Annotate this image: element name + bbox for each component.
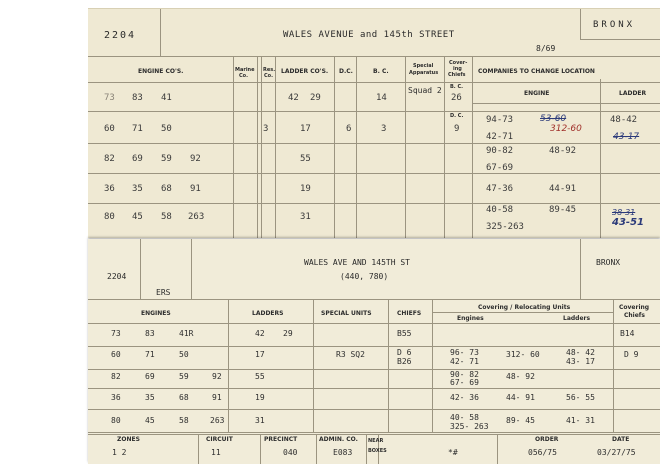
order-label: ORDER — [535, 436, 559, 443]
card2-row-line — [88, 346, 660, 347]
engine-cell: 60 — [104, 124, 115, 134]
card1-header-divider — [88, 56, 660, 57]
card1-special-header: Special — [413, 63, 434, 69]
engine-cell: 69 — [145, 372, 155, 381]
card2-coords: (440, 780) — [340, 272, 389, 281]
relocate-ladder-handwritten: 43-51 — [612, 217, 644, 228]
engine-cell: 73 — [111, 329, 121, 338]
chief-cell: D 6 — [397, 348, 412, 357]
relocate-engine: 67- 69 — [450, 378, 479, 387]
card2-col-line — [313, 299, 314, 432]
engine-cell: 92 — [212, 372, 222, 381]
card2-footer-divider — [366, 434, 367, 464]
relocate-engine: 90- 82 — [450, 370, 479, 379]
ladder-cell: 29 — [283, 329, 293, 338]
card2-box-divider — [140, 239, 141, 299]
card1-col-line — [356, 56, 357, 238]
relocate-ladder: 48-42 — [610, 115, 638, 125]
card1-subheader-line — [472, 103, 660, 104]
engine-cell: 58 — [179, 416, 189, 425]
card2-engines-header: ENGINES — [141, 310, 171, 317]
special-unit-cell: R3 SQ2 — [336, 350, 365, 359]
card2-col-line — [388, 299, 389, 432]
zones-value: 1 2 — [112, 448, 127, 457]
card1-bc-header: B. C. — [373, 68, 389, 75]
relocate-engine: 42-71 — [486, 132, 514, 142]
engine-cell: 68 — [161, 184, 172, 194]
card1-borough-bottom — [580, 39, 660, 40]
near-boxes-label-b: BOXES — [368, 448, 387, 454]
engine-cell: 60 — [111, 350, 121, 359]
card1-row-line — [88, 111, 660, 112]
ladder-cell: 42 — [255, 329, 265, 338]
card2-subheader-line — [432, 312, 613, 313]
zones-label: ZONES — [117, 436, 140, 443]
card1-borough-divider — [580, 9, 581, 39]
engine-cell: 92 — [190, 154, 201, 164]
engine-cell: 83 — [132, 93, 143, 103]
circuit-label: CIRCUIT — [206, 436, 233, 443]
card1-bc-small: B. C. — [450, 84, 464, 90]
card2-row-line — [88, 388, 660, 389]
relocate-engine: 44- 91 — [506, 393, 535, 402]
card1-col-line — [405, 56, 406, 238]
circuit-value: 11 — [211, 448, 221, 457]
card2-row-line — [88, 323, 660, 324]
relocate-engine-struck: 53-60 — [540, 114, 567, 124]
bc-cell: 3 — [381, 124, 387, 134]
relocate-engine: 94-73 — [486, 115, 514, 125]
relocate-ladder: 56- 55 — [566, 393, 595, 402]
card1-covering-header: Cover- — [449, 60, 468, 66]
fire-box-card-1969 — [88, 8, 660, 238]
engine-cell: 82 — [104, 154, 115, 164]
card1-borough: BRONX — [593, 20, 636, 30]
relocate-engine: 40-58 — [486, 205, 514, 215]
ladder-cell: 42 — [288, 93, 299, 103]
card1-col-line — [472, 56, 473, 238]
card1-date: 8/69 — [536, 44, 556, 53]
card1-col-line — [444, 56, 445, 238]
relocate-engine: 325- 263 — [450, 422, 489, 431]
card2-covering-header: Covering / Relocating Units — [478, 304, 571, 311]
card2-ladders-header: LADDERS — [252, 310, 284, 317]
card2-borough-divider — [580, 239, 581, 299]
engine-cell: 263 — [188, 212, 205, 222]
card2-col-line — [432, 299, 433, 432]
engine-cell: 36 — [111, 393, 121, 402]
relocate-engine: 42- 36 — [450, 393, 479, 402]
rescue-cell: 3 — [263, 124, 269, 134]
card2-cov-chiefs-header: Covering — [619, 304, 650, 311]
relocate-engine: 42- 71 — [450, 357, 479, 366]
engine-cell: 71 — [132, 124, 143, 134]
engine-cell: 91 — [212, 393, 222, 402]
card1-col-line — [261, 56, 262, 238]
card2-footer-divider — [260, 434, 261, 464]
bc-cell: 14 — [376, 93, 387, 103]
card1-covering-header-b: ing — [453, 66, 462, 72]
card1-col-line — [233, 56, 234, 238]
card2-footer-divider — [316, 434, 317, 464]
ladder-cell: 17 — [255, 350, 265, 359]
engine-cell: 80 — [111, 416, 121, 425]
card1-box-divider — [160, 9, 161, 56]
ladder-cell: 55 — [255, 372, 265, 381]
relocate-engine: 312- 60 — [506, 350, 540, 359]
ladder-cell: 55 — [300, 154, 311, 164]
engine-cell: 50 — [179, 350, 189, 359]
card1-rescue-header-b: Co. — [264, 73, 274, 79]
precinct-label: PRECINCT — [264, 436, 298, 443]
admin-value: E083 — [333, 448, 353, 457]
covering-cell: 26 — [451, 93, 462, 103]
card2-cov-chiefs-header-b: Chiefs — [624, 312, 645, 319]
card2-row-line — [88, 409, 660, 410]
fire-box-card-1975 — [88, 239, 660, 464]
date-value: 03/27/75 — [597, 448, 636, 457]
card1-row-line — [88, 173, 660, 174]
relocate-engine: 44-91 — [549, 184, 577, 194]
engine-cell: 59 — [179, 372, 189, 381]
card1-companies-header: COMPANIES TO CHANGE LOCATION — [478, 68, 595, 75]
card2-ers-divider — [191, 239, 192, 299]
card2-borough: BRONX — [596, 258, 621, 267]
relocate-engine: 48-92 — [549, 146, 577, 156]
relocate-ladder-struck: 38-31 — [612, 208, 636, 217]
relocate-engine: 325-263 — [486, 222, 524, 232]
card1-engine-header: ENGINE CO'S. — [138, 68, 184, 75]
card1-special-header-b: Apparatus — [409, 70, 439, 76]
covering-chief-cell: D 9 — [624, 350, 639, 359]
card2-col-line — [228, 299, 229, 432]
card2-footer-line — [88, 434, 660, 435]
special-cell: Squad 2 — [408, 86, 442, 95]
relocate-engine: 89-45 — [549, 205, 577, 215]
relocate-ladder: 48- 42 — [566, 348, 595, 357]
engine-cell: 91 — [190, 184, 201, 194]
engine-cell: 41R — [179, 329, 194, 338]
card1-marine-header: Marine — [235, 67, 255, 73]
card1-header-row-line — [88, 82, 660, 83]
engine-cell: 36 — [104, 184, 115, 194]
engine-cell: 83 — [145, 329, 155, 338]
engine-cell: 59 — [161, 154, 172, 164]
engine-cell: 73 — [104, 93, 115, 103]
relocate-engine: 48- 92 — [506, 372, 535, 381]
engine-cell: 45 — [145, 416, 155, 425]
admin-label: ADMIN. CO. — [319, 436, 358, 443]
card1-row-line — [88, 143, 660, 144]
ladder-cell: 31 — [300, 212, 311, 222]
card2-col-line — [613, 299, 614, 432]
ladder-cell: 19 — [300, 184, 311, 194]
chief-cell: B55 — [397, 329, 412, 338]
card2-footer-divider — [497, 434, 498, 464]
engine-cell: 69 — [132, 154, 143, 164]
card1-rescue-header: Res. — [263, 67, 276, 73]
relocate-engine-handwritten: 312-60 — [550, 124, 582, 134]
card2-street-title: WALES AVE AND 145TH ST — [304, 258, 410, 267]
card1-sub-ladder-header: LADDER — [619, 90, 647, 97]
engine-cell: 71 — [145, 350, 155, 359]
near-boxes-value: *# — [448, 448, 458, 457]
engine-cell: 45 — [132, 212, 143, 222]
relocate-ladder: 43- 17 — [566, 357, 595, 366]
card1-street-title: WALES AVENUE and 145th STREET — [283, 30, 455, 40]
relocate-engine: 47-36 — [486, 184, 514, 194]
chief-cell: B26 — [397, 357, 412, 366]
card1-col-line — [257, 56, 258, 238]
ladder-cell: 29 — [310, 93, 321, 103]
relocate-engine: 89- 45 — [506, 416, 535, 425]
card2-row-line — [88, 369, 660, 370]
engine-cell: 50 — [161, 124, 172, 134]
ladder-cell: 19 — [255, 393, 265, 402]
card2-header-divider — [88, 299, 660, 300]
card1-col-line — [275, 56, 276, 238]
card2-sub-engines-header: Engines — [457, 315, 484, 322]
relocate-engine: 90-82 — [486, 146, 514, 156]
card1-row-line — [88, 203, 660, 204]
relocate-engine: 96- 73 — [450, 348, 479, 357]
relocate-engine: 40- 58 — [450, 413, 479, 422]
card1-col-line — [334, 56, 335, 238]
covering-chief-cell: B14 — [620, 329, 635, 338]
date-label: DATE — [612, 436, 630, 443]
engine-cell: 80 — [104, 212, 115, 222]
card1-dc-small: D. C. — [450, 113, 464, 119]
card1-dc-header: D.C. — [339, 68, 353, 75]
engine-cell: 58 — [161, 212, 172, 222]
order-value: 056/75 — [528, 448, 557, 457]
engine-cell: 35 — [145, 393, 155, 402]
engine-cell: 82 — [111, 372, 121, 381]
ladder-cell: 31 — [255, 416, 265, 425]
card2-ers: ERS — [156, 288, 171, 297]
card1-marine-header-b: Co. — [239, 73, 249, 79]
card2-row-line — [88, 432, 660, 433]
relocate-ladder-struck: 43-17 — [613, 132, 640, 142]
dc-cell: 6 — [346, 124, 352, 134]
near-boxes-label: NEAR — [368, 438, 384, 444]
engine-cell: 263 — [210, 416, 225, 425]
card2-box-number: 2204 — [107, 272, 127, 281]
card1-sub-engine-header: ENGINE — [524, 90, 550, 97]
card2-footer-divider — [198, 434, 199, 464]
precinct-value: 040 — [283, 448, 298, 457]
card2-chiefs-header: CHIEFS — [397, 310, 422, 317]
engine-cell: 35 — [132, 184, 143, 194]
covering-cell: 9 — [454, 124, 460, 134]
relocate-engine: 67-69 — [486, 163, 514, 173]
engine-cell: 68 — [179, 393, 189, 402]
card1-ladder-header: LADDER CO'S. — [281, 68, 329, 75]
relocate-ladder: 41- 31 — [566, 416, 595, 425]
card2-special-header: SPECIAL UNITS — [321, 310, 372, 317]
card2-sub-ladders-header: Ladders — [563, 315, 591, 322]
card1-covering-header-c: Chiefs — [448, 72, 466, 78]
card1-box-number: 2204 — [104, 30, 137, 41]
engine-cell: 41 — [161, 93, 172, 103]
ladder-cell: 17 — [300, 124, 311, 134]
